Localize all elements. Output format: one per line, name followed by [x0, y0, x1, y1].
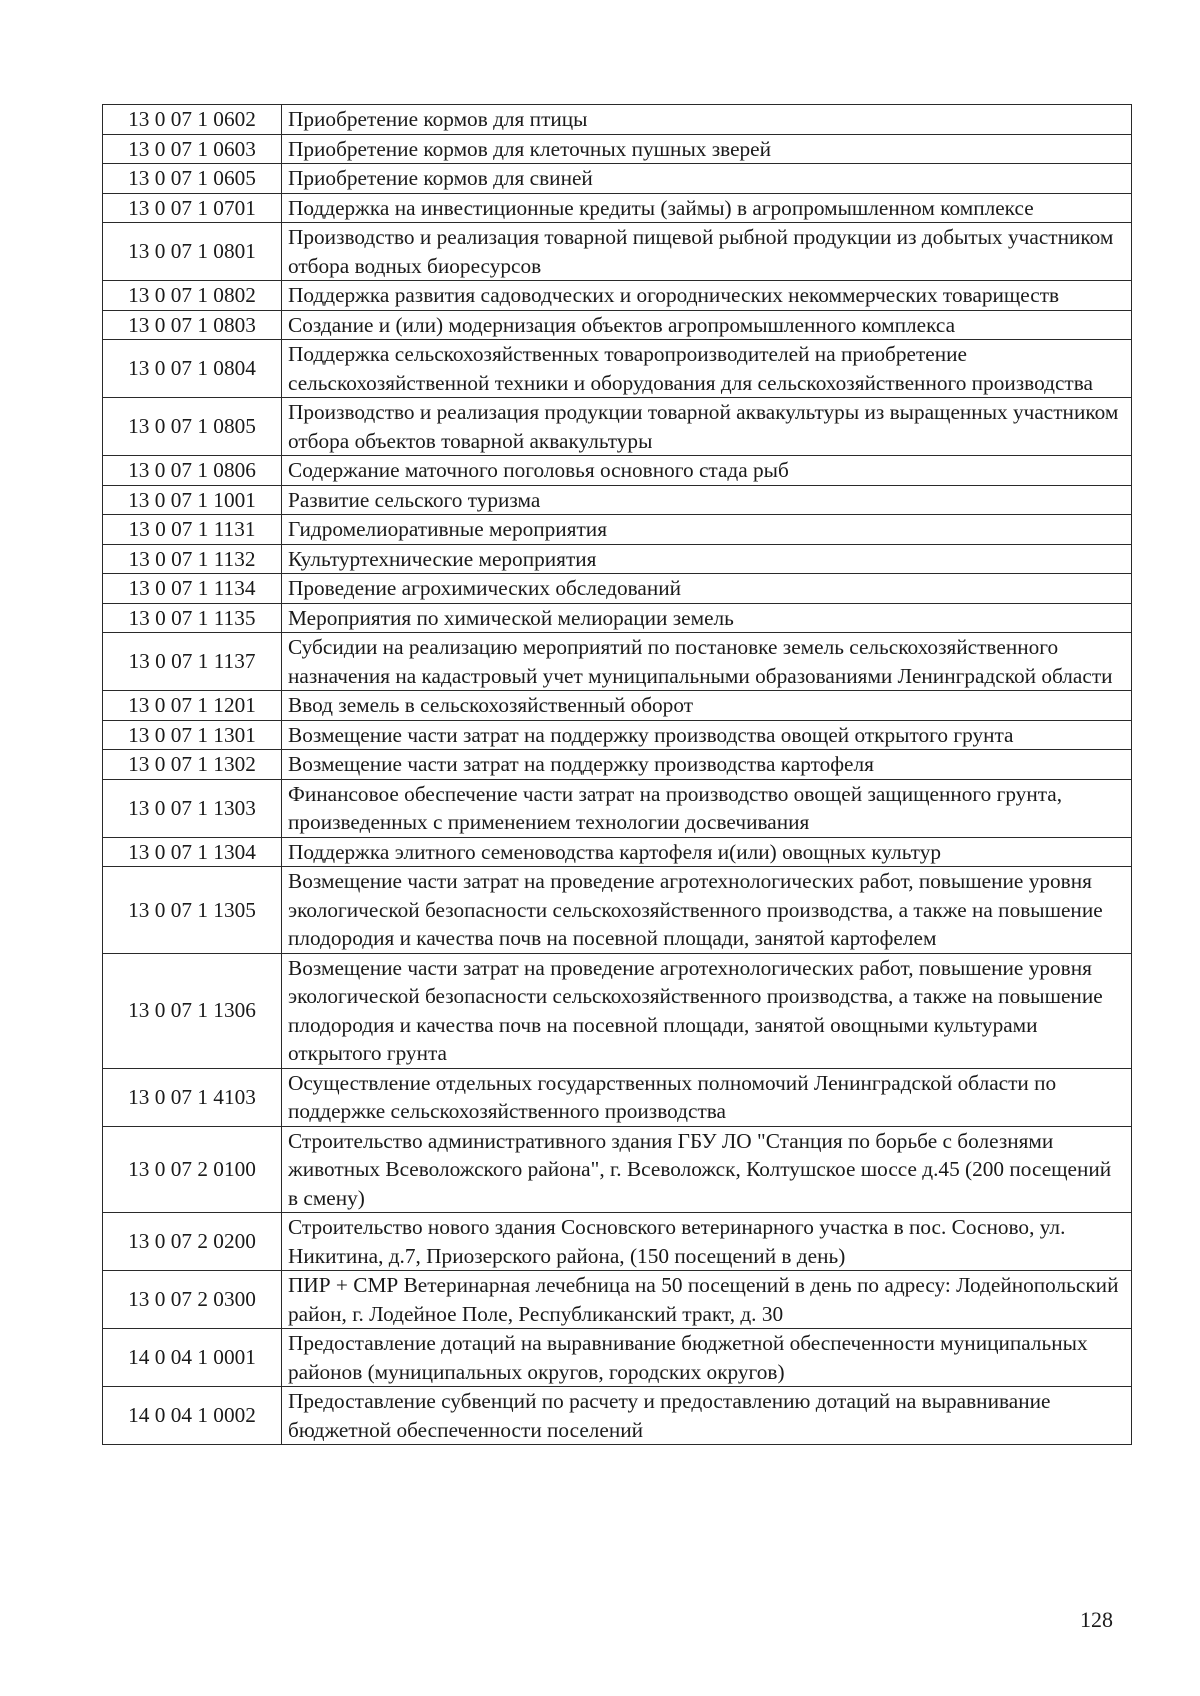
- table-row: [103, 720, 1132, 750]
- row-code: 13 0 07 1 0603: [103, 134, 282, 164]
- row-code: 13 0 07 1 1301: [103, 720, 282, 750]
- row-description: Производство и реализация товарной пищевой рыбной продукции из добытых участником отбора водных биоресурсов: [282, 223, 1132, 281]
- row-code: 13 0 07 1 0801: [103, 223, 282, 281]
- row-description: Субсидии на реализацию мероприятий по постановке земель сельскохозяйственного назначения на кадастровый учет муниципальными образованиями Ленинградской области: [282, 633, 1132, 691]
- row-code: 13 0 07 2 0100: [103, 1126, 282, 1213]
- row-description: Мероприятия по химической мелиорации земель: [282, 603, 1132, 633]
- row-code: 13 0 07 2 0300: [103, 1271, 282, 1329]
- row-code: 13 0 07 1 1306: [103, 953, 282, 1068]
- row-code: 13 0 07 1 1305: [103, 867, 282, 954]
- table-row: [103, 867, 1132, 954]
- row-description: Предоставление дотаций на выравнивание бюджетной обеспеченности муниципальных районов (муниципальных округов, городских округов): [282, 1329, 1132, 1387]
- table-row: [103, 485, 1132, 515]
- row-description: Поддержка на инвестиционные кредиты (займы) в агропромышленном комплексе: [282, 193, 1132, 223]
- table-row: [103, 105, 1132, 135]
- row-code: 13 0 07 1 1134: [103, 574, 282, 604]
- table-row: [103, 837, 1132, 867]
- row-description: Гидромелиоративные мероприятия: [282, 515, 1132, 545]
- table-row: [103, 193, 1132, 223]
- row-code: 13 0 07 1 1303: [103, 779, 282, 837]
- table-row: [103, 1213, 1132, 1271]
- row-description: Возмещение части затрат на проведение агротехнологических работ, повышение уровня экологической безопасности сельскохозяйственного производства, а также на повышение плодородия и качества почв на посевной площади, занятой картофелем: [282, 867, 1132, 954]
- table-row: [103, 134, 1132, 164]
- table-row: [103, 515, 1132, 545]
- row-description: Поддержка сельскохозяйственных товаропроизводителей на приобретение сельскохозяйственной техники и оборудования для сельскохозяйственного производства: [282, 340, 1132, 398]
- row-description: ПИР + СМР Ветеринарная лечебница на 50 посещений в день по адресу: Лодейнопольский район, г. Лодейное Поле, Республиканский тракт, д. 30: [282, 1271, 1132, 1329]
- table-row: [103, 750, 1132, 780]
- row-code: 13 0 07 1 0806: [103, 456, 282, 486]
- row-description: Финансовое обеспечение части затрат на производство овощей защищенного грунта, произведенных с применением технологии досвечивания: [282, 779, 1132, 837]
- table-row: [103, 456, 1132, 486]
- row-description: Возмещение части затрат на поддержку производства картофеля: [282, 750, 1132, 780]
- table-row: [103, 223, 1132, 281]
- row-code: 13 0 07 1 0802: [103, 281, 282, 311]
- budget-code-table: [102, 104, 1132, 1445]
- row-description: Создание и (или) модернизация объектов агропромышленного комплекса: [282, 310, 1132, 340]
- row-code: 13 0 07 1 0602: [103, 105, 282, 135]
- row-code: 13 0 07 1 1001: [103, 485, 282, 515]
- row-code: 13 0 07 1 1135: [103, 603, 282, 633]
- table-row: [103, 544, 1132, 574]
- row-description: Культуртехнические мероприятия: [282, 544, 1132, 574]
- row-description: Предоставление субвенций по расчету и предоставлению дотаций на выравнивание бюджетной обеспеченности поселений: [282, 1387, 1132, 1445]
- row-description: Строительство административного здания ГБУ ЛО "Станция по борьбе с болезнями животных Всеволожского района", г. Всеволожск, Колтушское шоссе д.45 (200 посещений в смену): [282, 1126, 1132, 1213]
- row-code: 13 0 07 1 1304: [103, 837, 282, 867]
- row-code: 13 0 07 1 0605: [103, 164, 282, 194]
- row-code: 13 0 07 1 1302: [103, 750, 282, 780]
- table-row: [103, 603, 1132, 633]
- table-row: [103, 1329, 1132, 1387]
- row-description: Приобретение кормов для свиней: [282, 164, 1132, 194]
- row-description: Поддержка элитного семеноводства картофеля и(или) овощных культур: [282, 837, 1132, 867]
- row-description: Ввод земель в сельскохозяйственный оборот: [282, 691, 1132, 721]
- table-row: [103, 779, 1132, 837]
- row-description: Строительство нового здания Сосновского ветеринарного участка в пос. Сосново, ул. Никитина, д.7, Приозерского района, (150 посещений в день): [282, 1213, 1132, 1271]
- row-description: Содержание маточного поголовья основного стада рыб: [282, 456, 1132, 486]
- row-description: Приобретение кормов для птицы: [282, 105, 1132, 135]
- row-code: 13 0 07 1 0701: [103, 193, 282, 223]
- table-row: [103, 691, 1132, 721]
- row-code: 13 0 07 1 4103: [103, 1068, 282, 1126]
- row-code: 13 0 07 1 1132: [103, 544, 282, 574]
- row-description: Приобретение кормов для клеточных пушных зверей: [282, 134, 1132, 164]
- row-code: 14 0 04 1 0001: [103, 1329, 282, 1387]
- row-code: 13 0 07 1 1201: [103, 691, 282, 721]
- table-row: [103, 633, 1132, 691]
- row-description: Проведение агрохимических обследований: [282, 574, 1132, 604]
- table-row: [103, 1387, 1132, 1445]
- table-row: [103, 164, 1132, 194]
- row-description: Возмещение части затрат на поддержку производства овощей открытого грунта: [282, 720, 1132, 750]
- row-code: 13 0 07 1 1137: [103, 633, 282, 691]
- table-row: [103, 281, 1132, 311]
- table-body: [103, 105, 1132, 1445]
- table-row: [103, 574, 1132, 604]
- table-row: [103, 953, 1132, 1068]
- row-code: 13 0 07 1 0803: [103, 310, 282, 340]
- row-description: Осуществление отдельных государственных полномочий Ленинградской области по поддержке сельскохозяйственного производства: [282, 1068, 1132, 1126]
- row-code: 13 0 07 2 0200: [103, 1213, 282, 1271]
- row-code: 13 0 07 1 0804: [103, 340, 282, 398]
- table-row: [103, 1271, 1132, 1329]
- table-row: [103, 340, 1132, 398]
- row-code: 14 0 04 1 0002: [103, 1387, 282, 1445]
- table-row: [103, 1068, 1132, 1126]
- table-row: [103, 310, 1132, 340]
- table-row: [103, 1126, 1132, 1213]
- table-row: [103, 398, 1132, 456]
- row-description: Производство и реализация продукции товарной аквакультуры из выращенных участником отбора объектов товарной аквакультуры: [282, 398, 1132, 456]
- row-description: Развитие сельского туризма: [282, 485, 1132, 515]
- row-description: Поддержка развития садоводческих и огороднических некоммерческих товариществ: [282, 281, 1132, 311]
- row-code: 13 0 07 1 0805: [103, 398, 282, 456]
- page-number: 128: [1080, 1607, 1113, 1632]
- row-code: 13 0 07 1 1131: [103, 515, 282, 545]
- row-description: Возмещение части затрат на проведение агротехнологических работ, повышение уровня экологической безопасности сельскохозяйственного производства, а также на повышение плодородия и качества почв на посевной площади, занятой овощными культурами открытого грунта: [282, 953, 1132, 1068]
